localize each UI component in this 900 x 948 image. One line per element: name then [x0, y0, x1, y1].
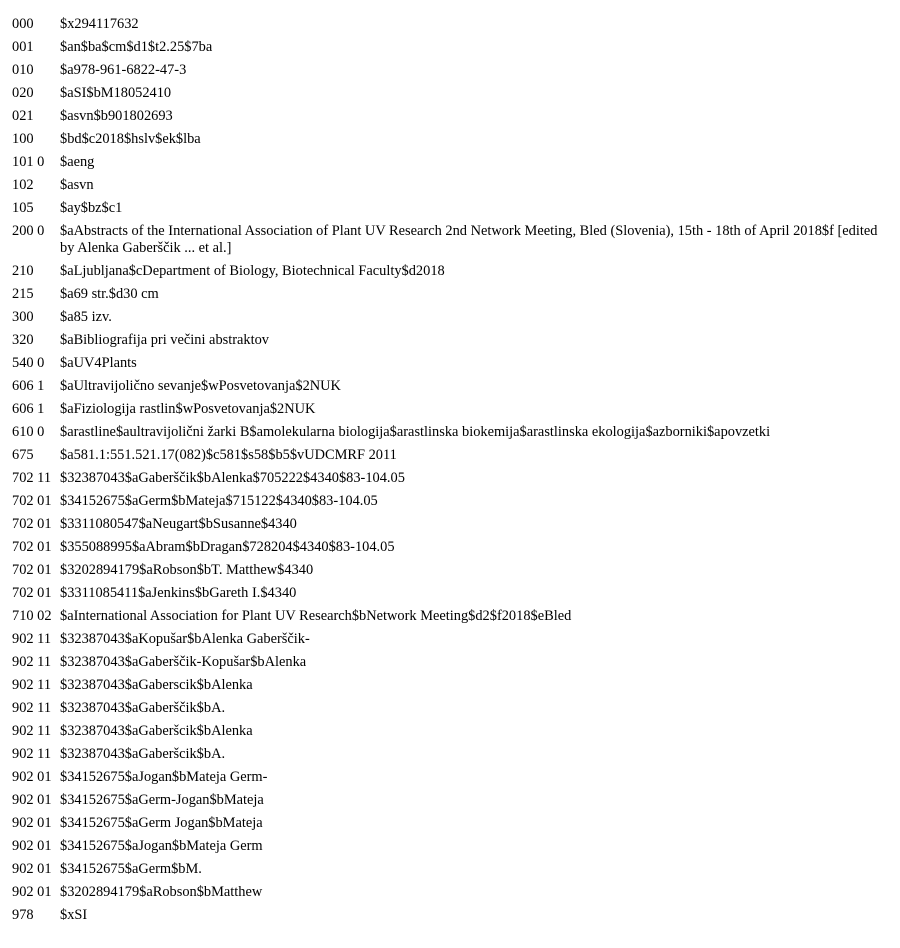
marc-field-row: [12, 401, 892, 424]
marc-field-tag: 702 11: [12, 470, 52, 486]
marc-field-value: $3202894179$aRobson$bMatthew: [60, 884, 263, 900]
marc-field-row: [12, 62, 892, 85]
marc-field-row: [12, 769, 892, 792]
marc-field-tag: 702 01: [12, 585, 52, 601]
marc-field-tag: 200 0: [12, 223, 45, 239]
marc-field-tag: 902 11: [12, 631, 52, 647]
marc-field-row: [12, 884, 892, 907]
marc-field-tag: 902 01: [12, 769, 52, 785]
marc-field-tag: 101 0: [12, 154, 45, 170]
marc-field-value: $aeng: [60, 154, 95, 170]
marc-field-value: $arastline$aultravijolični žarki B$amolekularna biologija$arastlinska biokemija$arastlinska ekologija$azborniki$apovzetki: [60, 424, 771, 440]
marc-field-value: $34152675$aGerm Jogan$bMateja: [60, 815, 263, 831]
marc-field-tag: 902 11: [12, 700, 52, 716]
marc-field-row: [12, 654, 892, 677]
marc-field-tag: 010: [12, 62, 34, 78]
marc-field-tag: 902 01: [12, 861, 52, 877]
marc-field-tag: 702 01: [12, 493, 52, 509]
marc-field-row: [12, 746, 892, 769]
marc-field-row: [12, 539, 892, 562]
marc-field-tag: 210: [12, 263, 34, 279]
marc-field-row: [12, 585, 892, 608]
marc-field-value: $asvn: [60, 177, 94, 193]
marc-field-row: [12, 493, 892, 516]
marc-field-value: $a978-961-6822-47-3: [60, 62, 187, 78]
marc-field-value: $aAbstracts of the International Association of Plant UV Research 2nd Network Meeting, Bled (Slovenia), 15th - 18th of April 2018$f [edited by Alenka Gaberščik ... et al.]: [60, 223, 878, 256]
marc-field-tag: 902 11: [12, 677, 52, 693]
marc-field-value: $32387043$aGaberšcik$bA.: [60, 746, 226, 762]
marc-field-value: $aUltravijolično sevanje$wPosvetovanja$2NUK: [60, 378, 341, 394]
marc-field-value: $34152675$aGerm$bMateja$715122$4340$83-104.05: [60, 493, 378, 509]
marc-field-value: $bd$c2018$hslv$ek$lba: [60, 131, 201, 147]
marc-field-row: [12, 861, 892, 884]
marc-field-row: [12, 16, 892, 39]
marc-field-value: $34152675$aJogan$bMateja Germ-: [60, 769, 268, 785]
marc-field-tag: 606 1: [12, 378, 45, 394]
marc-field-tag: 902 11: [12, 654, 52, 670]
marc-field-value: $34152675$aGerm$bM.: [60, 861, 202, 877]
marc-field-value: $32387043$aGaberščik$bA.: [60, 700, 226, 716]
marc-field-row: [12, 677, 892, 700]
marc-field-value: $a581.1:551.521.17(082)$c581$s58$b5$vUDCMRF 2011: [60, 447, 397, 463]
marc-field-tag: 702 01: [12, 516, 52, 532]
marc-field-value: $32387043$aGaberščik-Kopušar$bAlenka: [60, 654, 307, 670]
marc-field-tag: 978: [12, 907, 34, 923]
marc-field-row: [12, 838, 892, 861]
marc-field-row: [12, 263, 892, 286]
marc-field-value: $32387043$aGaberscik$bAlenka: [60, 677, 253, 693]
marc-field-row: [12, 378, 892, 401]
marc-field-tag: 902 11: [12, 746, 52, 762]
marc-field-value: $an$ba$cm$d1$t2.25$7ba: [60, 39, 213, 55]
marc-field-row: [12, 608, 892, 631]
marc-field-tag: 610 0: [12, 424, 45, 440]
marc-field-row: [12, 907, 892, 930]
marc-field-value: $34152675$aGerm-Jogan$bMateja: [60, 792, 264, 808]
marc-field-row: [12, 516, 892, 539]
marc-field-tag: 001: [12, 39, 34, 55]
marc-field-value: $aFiziologija rastlin$wPosvetovanja$2NUK: [60, 401, 316, 417]
marc-field-tag: 702 01: [12, 562, 52, 578]
marc-field-value: $aLjubljana$cDepartment of Biology, Biotechnical Faculty$d2018: [60, 263, 445, 279]
marc-field-tag: 710 02: [12, 608, 52, 624]
marc-field-value: $xSI: [60, 907, 88, 923]
marc-field-value: $32387043$aGaberščik$bAlenka$705222$4340$83-104.05: [60, 470, 405, 486]
marc-field-row: [12, 223, 892, 263]
marc-field-value: $32387043$aGaberšcik$bAlenka: [60, 723, 253, 739]
marc-field-tag: 102: [12, 177, 34, 193]
marc-field-value: $3311085411$aJenkins$bGareth I.$4340: [60, 585, 297, 601]
marc-field-value: $34152675$aJogan$bMateja Germ: [60, 838, 263, 854]
marc-field-tag: 021: [12, 108, 34, 124]
marc-field-value: $asvn$b901802693: [60, 108, 173, 124]
marc-field-row: [12, 424, 892, 447]
marc-field-tag: 606 1: [12, 401, 45, 417]
marc-field-value: $3202894179$aRobson$bT. Matthew$4340: [60, 562, 314, 578]
marc-field-row: [12, 85, 892, 108]
marc-field-row: [12, 562, 892, 585]
marc-record-body: [12, 16, 892, 930]
marc-field-tag: 902 01: [12, 815, 52, 831]
marc-field-tag: 100: [12, 131, 34, 147]
marc-field-row: [12, 815, 892, 838]
marc-field-row: [12, 723, 892, 746]
marc-field-tag: 902 01: [12, 792, 52, 808]
marc-field-tag: 105: [12, 200, 34, 216]
marc-record-table: [12, 16, 892, 930]
marc-field-tag: 540 0: [12, 355, 45, 371]
marc-field-row: [12, 108, 892, 131]
marc-field-tag: 675: [12, 447, 34, 463]
marc-field-value: $a69 str.$d30 cm: [60, 286, 159, 302]
marc-field-tag: 902 01: [12, 884, 52, 900]
marc-field-row: [12, 700, 892, 723]
marc-field-row: [12, 177, 892, 200]
marc-field-value: $a85 izv.: [60, 309, 112, 325]
marc-field-value: $aInternational Association for Plant UV Research$bNetwork Meeting$d2$f2018$eBled: [60, 608, 572, 624]
marc-field-value: $aUV4Plants: [60, 355, 137, 371]
marc-field-row: [12, 131, 892, 154]
marc-field-row: [12, 39, 892, 62]
marc-field-row: [12, 631, 892, 654]
marc-field-value: $ay$bz$c1: [60, 200, 123, 216]
marc-field-value: $355088995$aAbram$bDragan$728204$4340$83-104.05: [60, 539, 395, 555]
marc-field-tag: 320: [12, 332, 34, 348]
marc-field-value: $3311080547$aNeugart$bSusanne$4340: [60, 516, 297, 532]
marc-field-tag: 902 11: [12, 723, 52, 739]
marc-field-tag: 020: [12, 85, 34, 101]
marc-field-tag: 902 01: [12, 838, 52, 854]
marc-field-tag: 300: [12, 309, 34, 325]
marc-field-value: $32387043$aKopušar$bAlenka Gaberščik-: [60, 631, 310, 647]
marc-field-row: [12, 332, 892, 355]
marc-field-value: $aBibliografija pri večini abstraktov: [60, 332, 270, 348]
marc-field-tag: 215: [12, 286, 34, 302]
marc-field-tag: 702 01: [12, 539, 52, 555]
marc-field-row: [12, 355, 892, 378]
marc-field-row: [12, 200, 892, 223]
marc-field-tag: 000: [12, 16, 34, 32]
marc-field-row: [12, 154, 892, 177]
marc-field-row: [12, 470, 892, 493]
marc-field-row: [12, 309, 892, 332]
marc-field-row: [12, 286, 892, 309]
marc-field-value: $x294117632: [60, 16, 139, 32]
marc-field-row: [12, 792, 892, 815]
marc-field-row: [12, 447, 892, 470]
marc-field-value: $aSI$bM18052410: [60, 85, 172, 101]
